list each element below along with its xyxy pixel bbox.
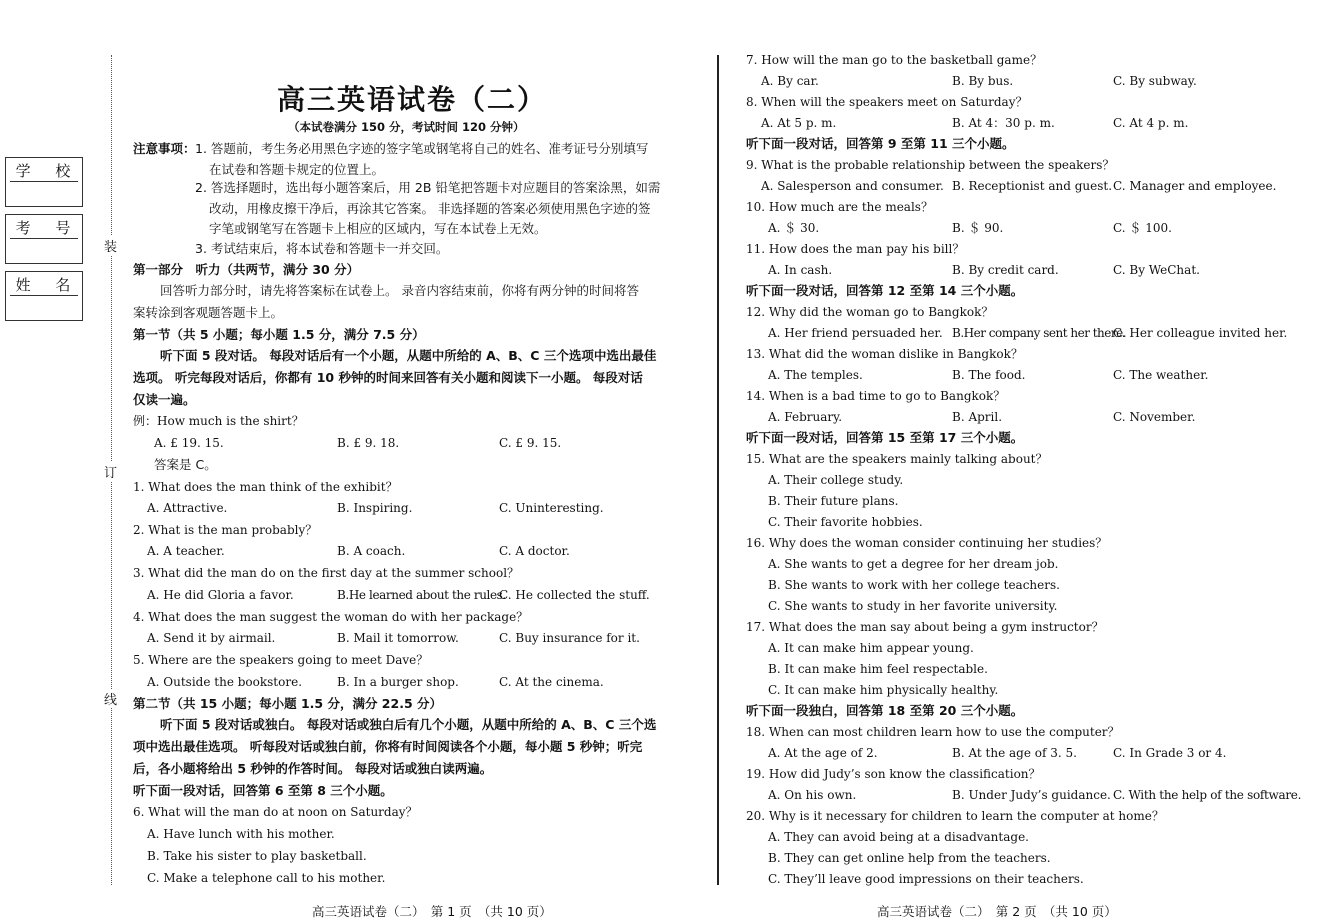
binding-mark-xian: 线 xyxy=(104,689,117,708)
q3-option-a: A. He did Gloria a favor. xyxy=(147,588,294,602)
question-15: 15. What are the speakers mainly talking about？ xyxy=(746,452,1048,466)
name-fill-line xyxy=(10,295,78,296)
q9-option-b: B. Receptionist and guest. xyxy=(952,179,1113,193)
q14-option-c: C. November. xyxy=(1113,410,1196,424)
name-label: 姓 名 xyxy=(15,276,81,294)
q10-option-a: A. ＄ 30. xyxy=(768,221,820,235)
q18-option-c: C. In Grade 3 or 4. xyxy=(1113,746,1227,760)
school-fill-line xyxy=(10,181,78,182)
q18-option-a: A. At the age of 2. xyxy=(768,746,878,760)
q20-option-a: A. They can avoid being at a disadvantage. xyxy=(768,830,1029,844)
q3-option-b: B.He learned about the rules. xyxy=(337,588,506,602)
example-option-c: C. £ 9. 15. xyxy=(499,436,562,450)
q15-option-c: C. Their favorite hobbies. xyxy=(768,515,923,529)
notes-line-2c: 字笔或钢笔写在答题卡上相应的区域内，写在本试卷上无效。 xyxy=(209,221,547,236)
q10-option-b: B. ＄ 90. xyxy=(952,221,1004,235)
notes-label: 注意事项： xyxy=(133,141,196,156)
q13-option-c: C. The weather. xyxy=(1113,368,1209,382)
q16-option-b: B. She wants to work with her college teachers. xyxy=(768,578,1060,592)
example-answer: 答案是 C。 xyxy=(154,457,217,472)
page-footer-1: 高三英语试卷（二） 第 1 页 （共 10 页） xyxy=(312,904,552,919)
exam-number-box xyxy=(5,214,83,264)
question-14: 14. When is a bad time to go to Bangkok？ xyxy=(746,389,1006,403)
q14-option-a: A. February. xyxy=(768,410,843,424)
part1-heading: 第一部分 听力（共两节，满分 30 分） xyxy=(133,262,360,277)
q2-option-a: A. A teacher. xyxy=(147,544,225,558)
q8-option-a: A. At 5 p. m. xyxy=(761,116,837,130)
question-18: 18. When can most children learn how to use the computer？ xyxy=(746,725,1120,739)
q12-option-b: B.Her company sent her there. xyxy=(952,326,1127,340)
q19-option-b: B. Under Judy’s guidance. xyxy=(952,788,1111,802)
q16-option-c: C. She wants to study in her favorite university. xyxy=(768,599,1058,613)
column-divider xyxy=(717,55,719,885)
exam-number-fill-line xyxy=(10,238,78,239)
q19-option-a: A. On his own. xyxy=(768,788,857,802)
q1-option-b: B. Inspiring. xyxy=(337,501,413,515)
notes-line-1b: 在试卷和答题卡规定的位置上。 xyxy=(209,162,385,177)
q8-option-b: B. At 4：30 p. m. xyxy=(952,116,1055,130)
page-footer-2: 高三英语试卷（二） 第 2 页 （共 10 页） xyxy=(877,904,1117,919)
question-1: 1. What does the man think of the exhibit？ xyxy=(133,480,398,494)
q11-option-c: C. By WeChat. xyxy=(1113,263,1200,277)
question-9: 9. What is the probable relationship between the speakers？ xyxy=(746,158,1115,172)
q19-option-c: C. With the help of the software. xyxy=(1113,788,1302,802)
q6-option-c: C. Make a telephone call to his mother. xyxy=(147,871,386,885)
q4-option-c: C. Buy insurance for it. xyxy=(499,631,640,645)
notes-line-3: 3. 考试结束后，将本试卷和答题卡一并交回。 xyxy=(195,241,449,256)
q6-option-b: B. Take his sister to play basketball. xyxy=(147,849,367,863)
q13-option-a: A. The temples. xyxy=(768,368,863,382)
question-19: 19. How did Judy’s son know the classification？ xyxy=(746,767,1041,781)
section2-heading: 第二节（共 15 小题；每小题 1.5 分，满分 22.5 分） xyxy=(133,696,442,711)
q20-option-b: B. They can get online help from the teachers. xyxy=(768,851,1051,865)
question-2: 2. What is the man probably？ xyxy=(133,523,318,537)
q3-option-c: C. He collected the stuff. xyxy=(499,588,650,602)
q4-option-a: A. Send it by airmail. xyxy=(147,631,276,645)
notes-line-1: 1. 答题前，考生务必用黑色字迹的签字笔或钢笔将自己的姓名、准考证号分别填写 xyxy=(195,141,649,156)
q11-option-b: B. By credit card. xyxy=(952,263,1059,277)
question-3: 3. What did the man do on the first day at the summer school？ xyxy=(133,566,520,580)
group-heading-9-11: 听下面一段对话，回答第 9 至第 11 三个小题。 xyxy=(746,136,1015,151)
q1-option-c: C. Uninteresting. xyxy=(499,501,604,515)
q2-option-c: C. A doctor. xyxy=(499,544,570,558)
part1-intro-1: 回答听力部分时，请先将答案标在试卷上。 录音内容结束前，你将有两分钟的时间将答 xyxy=(160,283,639,298)
q9-option-c: C. Manager and employee. xyxy=(1113,179,1277,193)
q16-option-a: A. She wants to get a degree for her dream job. xyxy=(768,557,1059,571)
q18-option-b: B. At the age of 3. 5. xyxy=(952,746,1077,760)
q1-option-a: A. Attractive. xyxy=(147,501,228,515)
q14-option-b: B. April. xyxy=(952,410,1003,424)
section2-instr-1: 听下面 5 段对话或独白。 每段对话或独白后有几个小题，从题中所给的 A、B、C 三个选 xyxy=(160,717,657,732)
q7-option-c: C. By subway. xyxy=(1113,74,1197,88)
q5-option-b: B. In a burger shop. xyxy=(337,675,459,689)
q5-option-c: C. At the cinema. xyxy=(499,675,604,689)
q15-option-b: B. Their future plans. xyxy=(768,494,899,508)
q4-option-b: B. Mail it tomorrow. xyxy=(337,631,459,645)
group-heading-6-8: 听下面一段对话，回答第 6 至第 8 三个小题。 xyxy=(133,783,393,798)
name-box xyxy=(5,271,83,321)
part1-intro-2: 案转涂到客观题答题卡上。 xyxy=(133,305,284,320)
page-title: 高三英语试卷（二） xyxy=(277,83,548,116)
notes-line-2b: 改动，用橡皮擦干净后，再涂其它答案。 非选择题的答案必须使用黑色字迹的签 xyxy=(209,201,651,216)
q17-option-c: C. It can make him physically healthy. xyxy=(768,683,999,697)
section2-instr-2: 项中选出最佳选项。 听每段对话或独白前，你将有时间阅读各个小题，每小题 5 秒钟；听完 xyxy=(133,739,643,754)
q5-option-a: A. Outside the bookstore. xyxy=(147,675,303,689)
section1-instr-1: 听下面 5 段对话。 每段对话后有一个小题，从题中所给的 A、B、C 三个选项中选出最佳 xyxy=(160,348,657,363)
example-question: 例：How much is the shirt？ xyxy=(133,414,304,428)
q17-option-a: A. It can make him appear young. xyxy=(768,641,974,655)
example-option-a: A. £ 19. 15. xyxy=(154,436,224,450)
question-20: 20. Why is it necessary for children to learn the computer at home？ xyxy=(746,809,1164,823)
question-6: 6. What will the man do at noon on Saturday？ xyxy=(133,805,418,819)
group-heading-15-17: 听下面一段对话，回答第 15 至第 17 三个小题。 xyxy=(746,430,1024,445)
question-7: 7. How will the man go to the basketball game？ xyxy=(746,53,1043,67)
q20-option-c: C. They’ll leave good impressions on their teachers. xyxy=(768,872,1084,886)
school-box xyxy=(5,157,83,207)
section1-instr-2: 选项。 听完每段对话后，你都有 10 秒钟的时间来回答有关小题和阅读下一小题。 每段对话 xyxy=(133,370,643,385)
section2-instr-3: 后，各小题将给出 5 秒钟的作答时间。 每段对话或独白读两遍。 xyxy=(133,761,493,776)
notes-line-2: 2. 答选择题时，选出每小题答案后，用 2B 铅笔把答题卡对应题目的答案涂黑，如需 xyxy=(195,180,661,195)
q17-option-b: B. It can make him feel respectable. xyxy=(768,662,988,676)
section1-instr-3: 仅读一遍。 xyxy=(133,392,196,407)
q6-option-a: A. Have lunch with his mother. xyxy=(147,827,335,841)
q10-option-c: C. ＄ 100. xyxy=(1113,221,1172,235)
question-4: 4. What does the man suggest the woman do with her package？ xyxy=(133,610,529,624)
section1-heading: 第一节（共 5 小题；每小题 1.5 分，满分 7.5 分） xyxy=(133,327,425,342)
q15-option-a: A. Their college study. xyxy=(768,473,904,487)
q13-option-b: B. The food. xyxy=(952,368,1026,382)
q7-option-b: B. By bus. xyxy=(952,74,1014,88)
school-label: 学 校 xyxy=(15,162,81,180)
q7-option-a: A. By car. xyxy=(761,74,819,88)
question-5: 5. Where are the speakers going to meet Dave？ xyxy=(133,653,429,667)
binding-mark-zhuang: 装 xyxy=(104,236,117,255)
q11-option-a: A. In cash. xyxy=(768,263,833,277)
question-12: 12. Why did the woman go to Bangkok？ xyxy=(746,305,994,319)
binding-mark-ding: 订 xyxy=(104,462,117,481)
q8-option-c: C. At 4 p. m. xyxy=(1113,116,1189,130)
question-10: 10. How much are the meals？ xyxy=(746,200,933,214)
exam-subtitle: （本试卷满分 150 分，考试时间 120 分钟） xyxy=(288,120,525,134)
q12-option-a: A. Her friend persuaded her. xyxy=(768,326,943,340)
example-option-b: B. £ 9. 18. xyxy=(337,436,400,450)
question-13: 13. What did the woman dislike in Bangkok？ xyxy=(746,347,1023,361)
question-8: 8. When will the speakers meet on Saturday？ xyxy=(746,95,1028,109)
q2-option-b: B. A coach. xyxy=(337,544,406,558)
question-11: 11. How does the man pay his bill？ xyxy=(746,242,965,256)
q12-option-c: C. Her colleague invited her. xyxy=(1113,326,1288,340)
q9-option-a: A. Salesperson and consumer. xyxy=(761,179,944,193)
question-16: 16. Why does the woman consider continuing her studies？ xyxy=(746,536,1108,550)
group-heading-18-20: 听下面一段独白，回答第 18 至第 20 三个小题。 xyxy=(746,703,1024,718)
group-heading-12-14: 听下面一段对话，回答第 12 至第 14 三个小题。 xyxy=(746,283,1024,298)
exam-number-label: 考 号 xyxy=(15,219,81,237)
question-17: 17. What does the man say about being a gym instructor？ xyxy=(746,620,1104,634)
